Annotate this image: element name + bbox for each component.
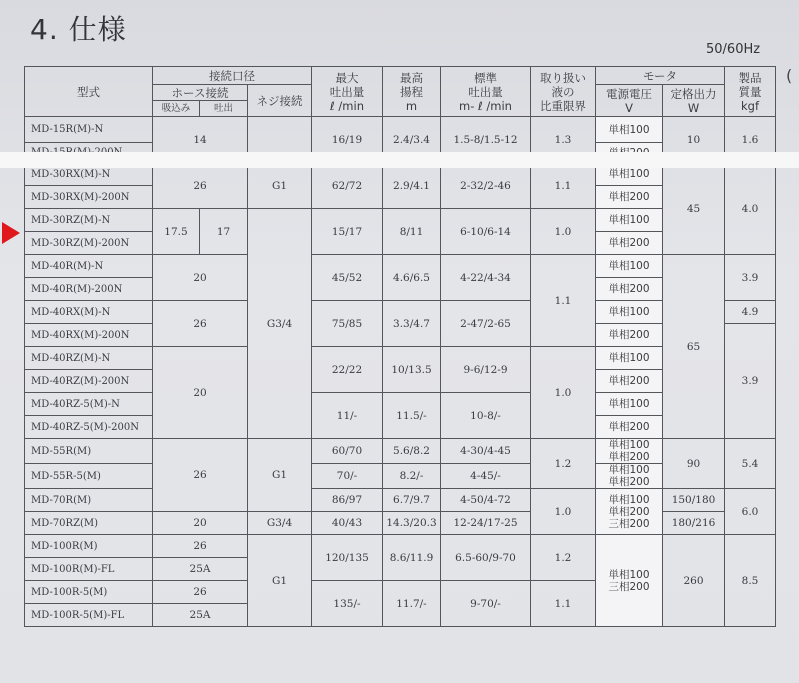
std-flow-cell: 4-30/4-45	[441, 439, 531, 464]
std-flow-cell: 4-50/4-72	[441, 489, 531, 512]
voltage-cell: 単相100	[596, 393, 663, 416]
hose-cell: 14	[153, 117, 248, 163]
output-cell: 10	[663, 117, 725, 163]
table-row	[25, 255, 776, 278]
mass-cell: 1.6	[725, 117, 776, 163]
output-cell: 65	[663, 255, 725, 439]
voltage-cell: 単相100	[596, 347, 663, 370]
output-cell: 180/216	[663, 512, 725, 535]
table-row	[25, 439, 776, 464]
head-cell: 10/13.5	[383, 347, 441, 393]
output-cell: 90	[663, 439, 725, 489]
head-cell: 2.9/4.1	[383, 163, 441, 209]
suction-cell: 17.5	[153, 209, 200, 255]
voltage-cell: 単相100	[596, 255, 663, 278]
voltage-cell: 単相100	[596, 209, 663, 232]
model-cell: MD-30RZ(M)-N	[25, 209, 153, 232]
head-cell: 4.6/6.5	[383, 255, 441, 301]
hose-cell: 26	[153, 163, 248, 209]
header-motor: モータ	[596, 67, 725, 85]
header-model: 型式	[25, 67, 153, 117]
flow-cell: 120/135	[312, 535, 383, 581]
model-cell: MD-70RZ(M)	[25, 512, 153, 535]
spec-table	[24, 66, 776, 627]
std-flow-cell: 2-32/2-46	[441, 163, 531, 209]
header-thread: ネジ接続	[248, 85, 312, 117]
head-cell: 8.2/-	[383, 464, 441, 489]
gravity-cell: 1.1	[531, 581, 596, 627]
mass-cell: 4.0	[725, 163, 776, 255]
model-cell: MD-40RX(M)-200N	[25, 324, 153, 347]
voltage-cell: 単相200	[596, 232, 663, 255]
output-cell: 260	[663, 535, 725, 627]
header-std-flow: 標準 吐出量 m- ℓ /min	[441, 67, 531, 117]
red-pointer-arrow-icon	[2, 222, 20, 244]
thread-cell: G1	[248, 535, 312, 627]
flow-cell: 11/-	[312, 393, 383, 439]
model-cell: MD-40RZ(M)-200N	[25, 370, 153, 393]
frequency-note: 50/60Hz	[706, 42, 761, 57]
voltage-cell: 単相200	[596, 324, 663, 347]
std-flow-cell: 2-47/2-65	[441, 301, 531, 347]
output-cell: 150/180	[663, 489, 725, 512]
gravity-cell: 1.0	[531, 489, 596, 535]
photo-glare-band	[0, 152, 799, 168]
voltage-cell: 単相100 単相200	[596, 464, 663, 489]
model-cell: MD-30RZ(M)-200N	[25, 232, 153, 255]
table-row	[25, 117, 776, 143]
flow-cell: 15/17	[312, 209, 383, 255]
voltage-cell: 単相100 単相200 三相200	[596, 489, 663, 535]
head-cell: 8.6/11.9	[383, 535, 441, 581]
gravity-cell: 1.1	[531, 163, 596, 209]
header-mass: 製品 質量 kgf	[725, 67, 776, 117]
mass-cell: 8.5	[725, 535, 776, 627]
model-cell: MD-40RZ-5(M)-N	[25, 393, 153, 416]
flow-cell: 22/22	[312, 347, 383, 393]
header-max-flow: 最大 吐出量 ℓ /min	[312, 67, 383, 117]
table-row	[25, 489, 776, 512]
mass-cell: 5.4	[725, 439, 776, 489]
std-flow-cell: 1.5-8/1.5-12	[441, 117, 531, 163]
voltage-cell: 単相100 単相200	[596, 439, 663, 464]
hose-cell: 20	[153, 512, 248, 535]
model-cell: MD-40R(M)-N	[25, 255, 153, 278]
flow-cell: 86/97	[312, 489, 383, 512]
head-cell: 8/11	[383, 209, 441, 255]
model-cell: MD-40RZ-5(M)-200N	[25, 416, 153, 439]
gravity-cell: 1.0	[531, 209, 596, 255]
table-row	[25, 512, 776, 535]
thread-cell: G1	[248, 439, 312, 512]
mass-cell: 4.9	[725, 301, 776, 324]
flow-cell: 75/85	[312, 301, 383, 347]
flow-cell: 40/43	[312, 512, 383, 535]
std-flow-cell: 6.5-60/9-70	[441, 535, 531, 581]
std-flow-cell: 4-22/4-34	[441, 255, 531, 301]
model-cell: MD-100R(M)-FL	[25, 558, 153, 581]
table-row	[25, 535, 776, 558]
std-flow-cell: 12-24/17-25	[441, 512, 531, 535]
head-cell: 5.6/8.2	[383, 439, 441, 464]
flow-cell: 45/52	[312, 255, 383, 301]
mass-cell: 3.9	[725, 324, 776, 439]
std-flow-cell: 9-70/-	[441, 581, 531, 627]
header-max-head: 最高 揚程 m	[383, 67, 441, 117]
head-cell: 2.4/3.4	[383, 117, 441, 163]
header-gravity-limit: 取り扱い 液の 比重限界	[531, 67, 596, 117]
flow-cell: 60/70	[312, 439, 383, 464]
thread-cell: G3/4	[248, 512, 312, 535]
std-flow-cell: 4-45/-	[441, 464, 531, 489]
model-cell: MD-100R-5(M)-FL	[25, 604, 153, 627]
mass-cell: 6.0	[725, 489, 776, 535]
thread-cell: G1	[248, 163, 312, 209]
voltage-cell: 単相200	[596, 186, 663, 209]
gravity-cell: 1.1	[531, 255, 596, 347]
flow-cell: 16/19	[312, 117, 383, 163]
voltage-cell: 単相200	[596, 370, 663, 393]
discharge-cell: 17	[200, 209, 248, 255]
std-flow-cell: 10-8/-	[441, 393, 531, 439]
model-cell: MD-40RZ(M)-N	[25, 347, 153, 370]
flow-cell: 135/-	[312, 581, 383, 627]
hose-cell: 20	[153, 255, 248, 301]
header-voltage: 電源電圧 V	[596, 85, 663, 117]
model-cell: MD-100R(M)	[25, 535, 153, 558]
header-connection: 接続口径	[153, 67, 312, 85]
model-cell: MD-55R-5(M)	[25, 464, 153, 489]
flow-cell: 70/-	[312, 464, 383, 489]
voltage-cell: 単相200	[596, 278, 663, 301]
model-cell: MD-55R(M)	[25, 439, 153, 464]
head-cell: 11.7/-	[383, 581, 441, 627]
header-hose: ホース接続	[153, 85, 248, 101]
head-cell: 3.3/4.7	[383, 301, 441, 347]
model-cell: MD-30RX(M)-N	[25, 163, 153, 186]
output-cell: 45	[663, 163, 725, 255]
hose-cell: 25A	[153, 558, 248, 581]
thread-cell: G3/4	[248, 209, 312, 439]
gravity-cell: 1.2	[531, 535, 596, 581]
hose-cell: 26	[153, 439, 248, 512]
header-output: 定格出力 W	[663, 85, 725, 117]
head-cell: 6.7/9.7	[383, 489, 441, 512]
head-cell: 11.5/-	[383, 393, 441, 439]
model-cell: MD-15R(M)-N	[25, 117, 153, 143]
std-flow-cell: 6-10/6-14	[441, 209, 531, 255]
voltage-cell: 単相200	[596, 416, 663, 439]
mass-cell: 3.9	[725, 255, 776, 301]
hose-cell: 25A	[153, 604, 248, 627]
model-cell: MD-40R(M)-200N	[25, 278, 153, 301]
gravity-cell: 1.0	[531, 347, 596, 439]
gravity-cell: 1.3	[531, 117, 596, 163]
header-suction: 吸込み	[153, 101, 200, 117]
header-discharge: 吐出	[200, 101, 248, 117]
hose-cell: 26	[153, 581, 248, 604]
model-cell: MD-100R-5(M)	[25, 581, 153, 604]
gravity-cell: 1.2	[531, 439, 596, 489]
voltage-cell: 単相100	[596, 117, 663, 143]
flow-cell: 62/72	[312, 163, 383, 209]
model-cell: MD-40RX(M)-N	[25, 301, 153, 324]
hose-cell: 26	[153, 301, 248, 347]
head-cell: 14.3/20.3	[383, 512, 441, 535]
section-title: 4. 仕様	[30, 13, 127, 46]
side-mark: (	[786, 66, 793, 85]
std-flow-cell: 9-6/12-9	[441, 347, 531, 393]
model-cell: MD-70R(M)	[25, 489, 153, 512]
hose-cell: 20	[153, 347, 248, 439]
voltage-cell: 単相100 三相200	[596, 535, 663, 627]
hose-cell: 26	[153, 535, 248, 558]
voltage-cell: 単相100	[596, 163, 663, 186]
model-cell: MD-30RX(M)-200N	[25, 186, 153, 209]
voltage-cell: 単相100	[596, 301, 663, 324]
